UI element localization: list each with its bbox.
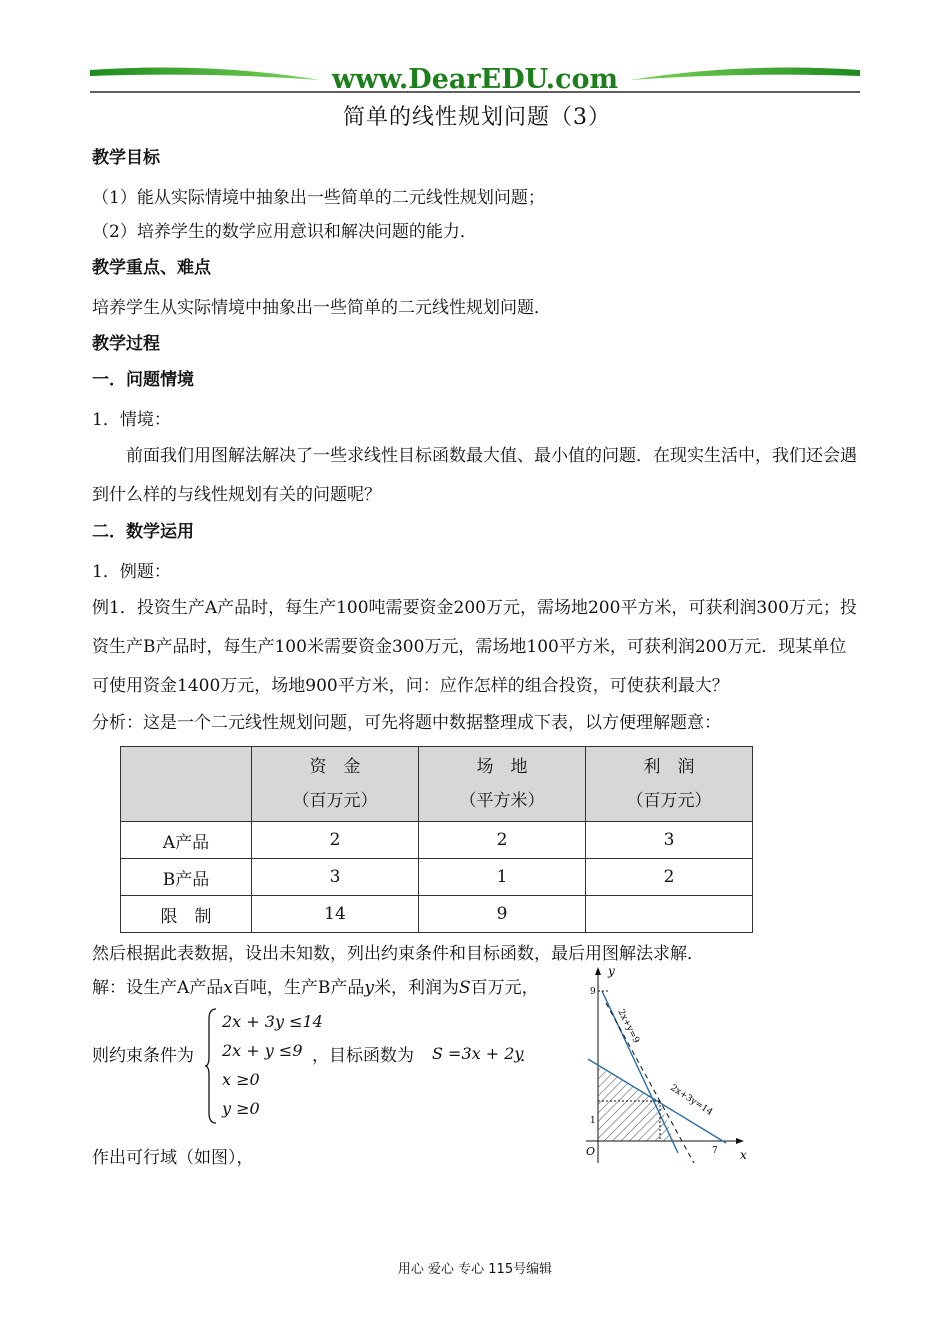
solution-intro-b: 百吨，生产B产品 [232, 978, 365, 998]
table-cell: 2 [419, 822, 586, 859]
section1-heading: 一．问题情境 [92, 370, 194, 390]
x-axis-label: x [740, 1148, 747, 1162]
table-cell: 1 [419, 859, 586, 896]
key-points-heading: 教学重点、难点 [92, 258, 211, 278]
table-header-cell [419, 747, 586, 822]
tick-y1: 1 [590, 1116, 596, 1126]
origin-label: O [586, 1145, 596, 1158]
site-banner [90, 58, 860, 98]
table-cell: 14 [252, 896, 419, 933]
table-cell: A产品 [121, 822, 252, 859]
example-text: 例1．投资生产A产品时，每生产100吨需要资金200万元，需场地200平方米，可获利润300万元；投资生产B产品时，每生产100米需要资金300万元，需场地100平方米，可获利润200万元．现某单位可使用资金1400万元，场地900平方米，问：应作怎样的组合投资，可使获利最大？ [92, 598, 857, 696]
constraint-3: x ≥0 [222, 1070, 260, 1089]
header-unit: （百万元） [626, 791, 712, 811]
analysis-text: 分析：这是一个二元线性规划问题，可先将题中数据整理成下表，以方便理解题意： [92, 713, 721, 733]
section1-sub: 1．情境： [92, 410, 171, 430]
objective-item-2: （2）培养学生的数学应用意识和解决问题的能力． [92, 222, 477, 242]
table-cell: 2 [586, 859, 753, 896]
table-row [121, 859, 753, 896]
y-axis-arrow [595, 967, 601, 975]
objectives-heading: 教学目标 [92, 148, 160, 168]
solution-intro-d: 百万元， [470, 978, 539, 998]
tick-y9: 9 [590, 987, 596, 997]
page-title: 简单的线性规划问题（3） [343, 105, 611, 130]
table-cell [586, 896, 753, 933]
table-row [121, 896, 753, 933]
header-name: 场 地 [476, 757, 528, 777]
var-s: S [458, 978, 471, 998]
left-brace [204, 1007, 220, 1125]
objective-item-1: （1）能从实际情境中抽象出一些简单的二元线性规划问题； [92, 188, 545, 208]
constraint-1: 2x + 3y ≤14 [222, 1012, 323, 1031]
table-header-row [121, 747, 753, 822]
constraint-label: 则约束条件为 [92, 1046, 194, 1066]
table-cell: 3 [586, 822, 753, 859]
section2-heading: 二．数学运用 [92, 522, 194, 542]
table-header-cell [121, 747, 252, 822]
constraint-4: y ≥0 [222, 1099, 260, 1118]
x-axis-arrow [736, 1138, 744, 1144]
header-unit: （平方米） [459, 791, 545, 811]
document-body [92, 100, 862, 1181]
objective-label: ，目标函数为 [312, 1046, 414, 1066]
objective-end: ． [520, 1046, 537, 1066]
header-name: 利 润 [643, 757, 695, 777]
line2-label: 2x+3y=14 [668, 1083, 715, 1118]
header-unit: （百万元） [292, 791, 378, 811]
section2-sub: 1．例题： [92, 562, 171, 582]
right-leaf-decoration [630, 68, 860, 80]
after-table-text: 然后根据此表数据，设出未知数，列出约束条件和目标函数，最后用图解法求解． [92, 944, 704, 964]
var-x: x [223, 978, 233, 998]
table-cell: 限 制 [121, 896, 252, 933]
process-heading: 教学过程 [92, 334, 160, 354]
key-points-text: 培养学生从实际情境中抽象出一些简单的二元线性规划问题． [92, 298, 551, 318]
constraint-block [92, 1007, 572, 1127]
solution-intro-a: 解：设生产A产品 [92, 978, 224, 998]
table-cell: B产品 [121, 859, 252, 896]
y-axis-label: y [608, 964, 615, 978]
left-leaf-decoration [90, 68, 320, 80]
table-row [121, 822, 753, 859]
constraint-2: 2x + y ≤9 [222, 1041, 303, 1060]
line1-label: 2x+y=9 [615, 1007, 641, 1046]
table-cell: 2 [252, 822, 419, 859]
site-logo-text: www.DearEDU.com [331, 64, 619, 95]
feasible-region-graph [578, 963, 758, 1171]
constraint-list [222, 1007, 323, 1123]
solution-block [92, 964, 862, 1181]
page-footer: 用心 爱心 专心 115号编辑 [397, 1262, 553, 1277]
objective-formula: S =3x + 2y [432, 1044, 524, 1063]
solution-intro-c: 米，利润为 [373, 978, 459, 998]
table-cell: 9 [419, 896, 586, 933]
data-table [120, 746, 753, 933]
table-header-cell [586, 747, 753, 822]
table-cell: 3 [252, 859, 419, 896]
section1-text: 前面我们用图解法解决了一些求线性目标函数最大值、最小值的问题．在现实生活中，我们还会遇到什么样的与线性规划有关的问题呢？ [92, 446, 857, 505]
tick-x7: 7 [712, 1146, 718, 1156]
feasible-text: 作出可行域（如图）， [92, 1148, 254, 1168]
var-y: y [364, 978, 374, 998]
table-header-cell [252, 747, 419, 822]
header-name: 资 金 [309, 757, 361, 777]
